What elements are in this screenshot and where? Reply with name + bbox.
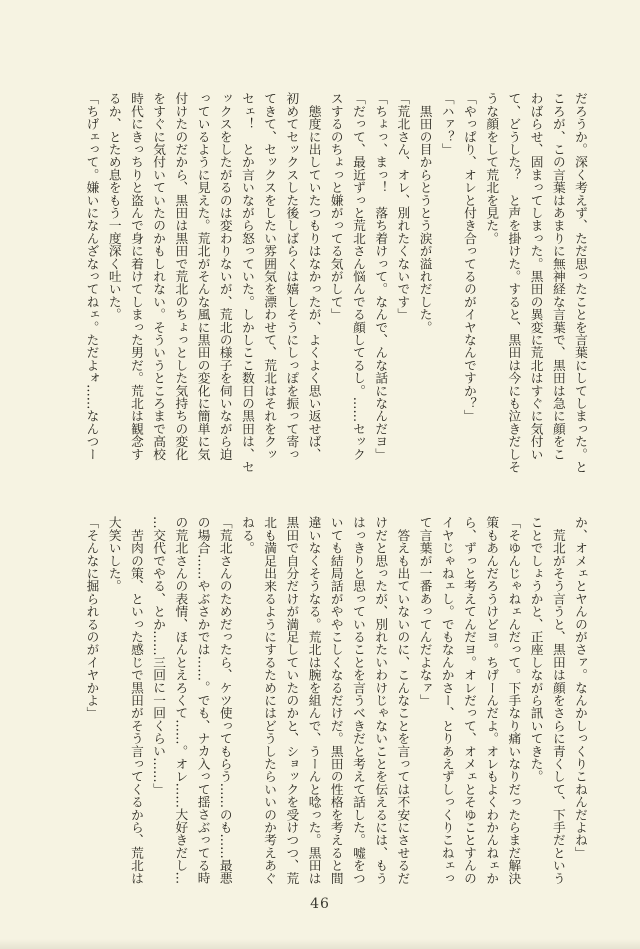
text-column: セェ！ とか言いながら怒っていた。しかしここ数日の黒田は、セ	[239, 92, 255, 473]
text-column: けだと思ったが、別れたいわけじゃないことを伝えるには、もう	[373, 516, 389, 885]
text-column: ら、ずっと考えてんだヨ。オレだって、オメェとそゆことすんの	[461, 516, 477, 885]
text-block-top	[80, 92, 591, 478]
text-column: 付けたのだから、黒田は黒田で荒北のちょっとした気持ちの変化	[173, 92, 189, 461]
text-column: 「ちげェって。嫌いになんざなってねェ。ただよォ……なんつー	[84, 92, 100, 461]
text-column: て言葉が一番あってんだよなァ」	[417, 516, 433, 707]
text-column: 策もあんだろうけどヨ。ちげーんだよ。オレもよくわかんねェか	[484, 516, 500, 885]
text-column: 黒田で自分だけが満足していたのかと、ショックを受けつつ、荒	[284, 516, 300, 885]
text-column: スするのちょっと嫌がってる気がして」	[328, 92, 344, 321]
text-column: の場合……やぶさかでは……。でも、ナカ入って揺さぶってる時	[195, 516, 211, 885]
text-column: イヤじゃねェし。でもなんかさー、とりあえずしっくりこねェっ	[439, 516, 455, 885]
text-column: 「荒北さん、オレ、別れたくないです」	[395, 92, 411, 321]
text-column: 違いなくそうなる。荒北は腕を組んで、うーんと唸った。黒田は	[306, 516, 322, 885]
text-column: 大笑いした。	[106, 516, 122, 593]
text-column: 「そんなに掘られるのがイヤかよ」	[84, 516, 100, 720]
text-column: だろうか。深く考えず、ただ思ったことを言葉にしてしまった。と	[573, 92, 588, 473]
text-column: 「ちょっ、まっ！ 落ち着けって。なんで、んな話になんだヨ」	[373, 92, 389, 461]
text-column: 北も満足出来るようにするためにはどうしたらいいのか考えあぐ	[262, 516, 278, 885]
text-column: 答えも出ていないのに、こんなことを言っては不安にさせるだ	[395, 516, 411, 885]
text-column: をすぐに気付いていたのかもしれない。そういうところまで高校	[151, 92, 167, 461]
text-column: の荒北さんの表情、ほんとえろくて……。オレ……大好きだし…	[173, 516, 189, 885]
text-column: 苦肉の策、といった感じで黒田がそう言ってくるから、荒北は	[128, 516, 144, 885]
text-column: 「だって、最近ずっと荒北さん悩んでる顔してるし。……セック	[350, 92, 366, 461]
text-column: 「荒北さんのためだったら、ケツ使ってもらう……のも……最悪	[217, 516, 233, 885]
text-column: 荒北がそう言うと、黒田は顔をさらに青くして、下手だという	[550, 516, 566, 885]
text-column: …交代でやる、とか……三回に一回くらい……」	[151, 516, 167, 796]
text-column: わばらせ、固まってしまった。黒田の異変に荒北はすぐに気付い	[528, 92, 544, 461]
text-column: て、どうした？ と声を掛けた。すると、黒田は今にも泣きだしそ	[506, 92, 522, 473]
text-column: てきて、セックスをしたい雰囲気を漂わせて、荒北はそれをクッ	[262, 92, 278, 461]
text-block-bottom	[80, 516, 591, 902]
text-column: はっきりと思っていることを言うべきだと考えて話した。嘘をつ	[350, 516, 366, 885]
text-column: ことでしょうかと、正座しながら訊いてきた。	[528, 516, 544, 783]
text-column: か、オメェとヤんのがさァ。なんかしっくりこねんだよね」	[573, 516, 588, 859]
text-column: 時代にきっちりと盗んで身に着けてしまった男だ。荒北は観念す	[128, 92, 144, 461]
text-column: 黒田の目からとうとう涙が溢れだした。	[417, 92, 433, 334]
text-column: 態度に出していたつもりはなかったが、よくよく思い返せば、	[306, 92, 322, 461]
text-column: 「そゆんじゃねェんだって。下手なり痛いなりだったらまだ解決	[506, 516, 522, 885]
text-column: ックスをしたがるのは変わりないが、荒北の様子を伺いながら迫	[217, 92, 233, 461]
text-column: 初めてセックスした後しばらくは嬉しそうにしっぽを振って寄っ	[284, 92, 300, 461]
text-column: っているように見えた。荒北がそんな風に黒田の変化に簡単に気	[195, 92, 211, 461]
text-column: ころが、この言葉はあまりに無神経な言葉で、黒田は急に顔をこ	[550, 92, 566, 461]
text-column: ねる。	[239, 516, 255, 555]
page-number: 46	[310, 896, 330, 912]
text-column: 「やっぱり、オレと付き合ってるのがイヤなんですか？」	[461, 92, 477, 423]
text-column: るか、とため息をもう一度深く吐いた。	[106, 92, 122, 321]
text-column: うな顔をして荒北を見た。	[484, 92, 500, 245]
text-column: 「ハァ？」	[439, 92, 455, 156]
text-column: いても結局話がややこしくなるだけだ。黒田の性格を考えると間	[328, 516, 344, 885]
